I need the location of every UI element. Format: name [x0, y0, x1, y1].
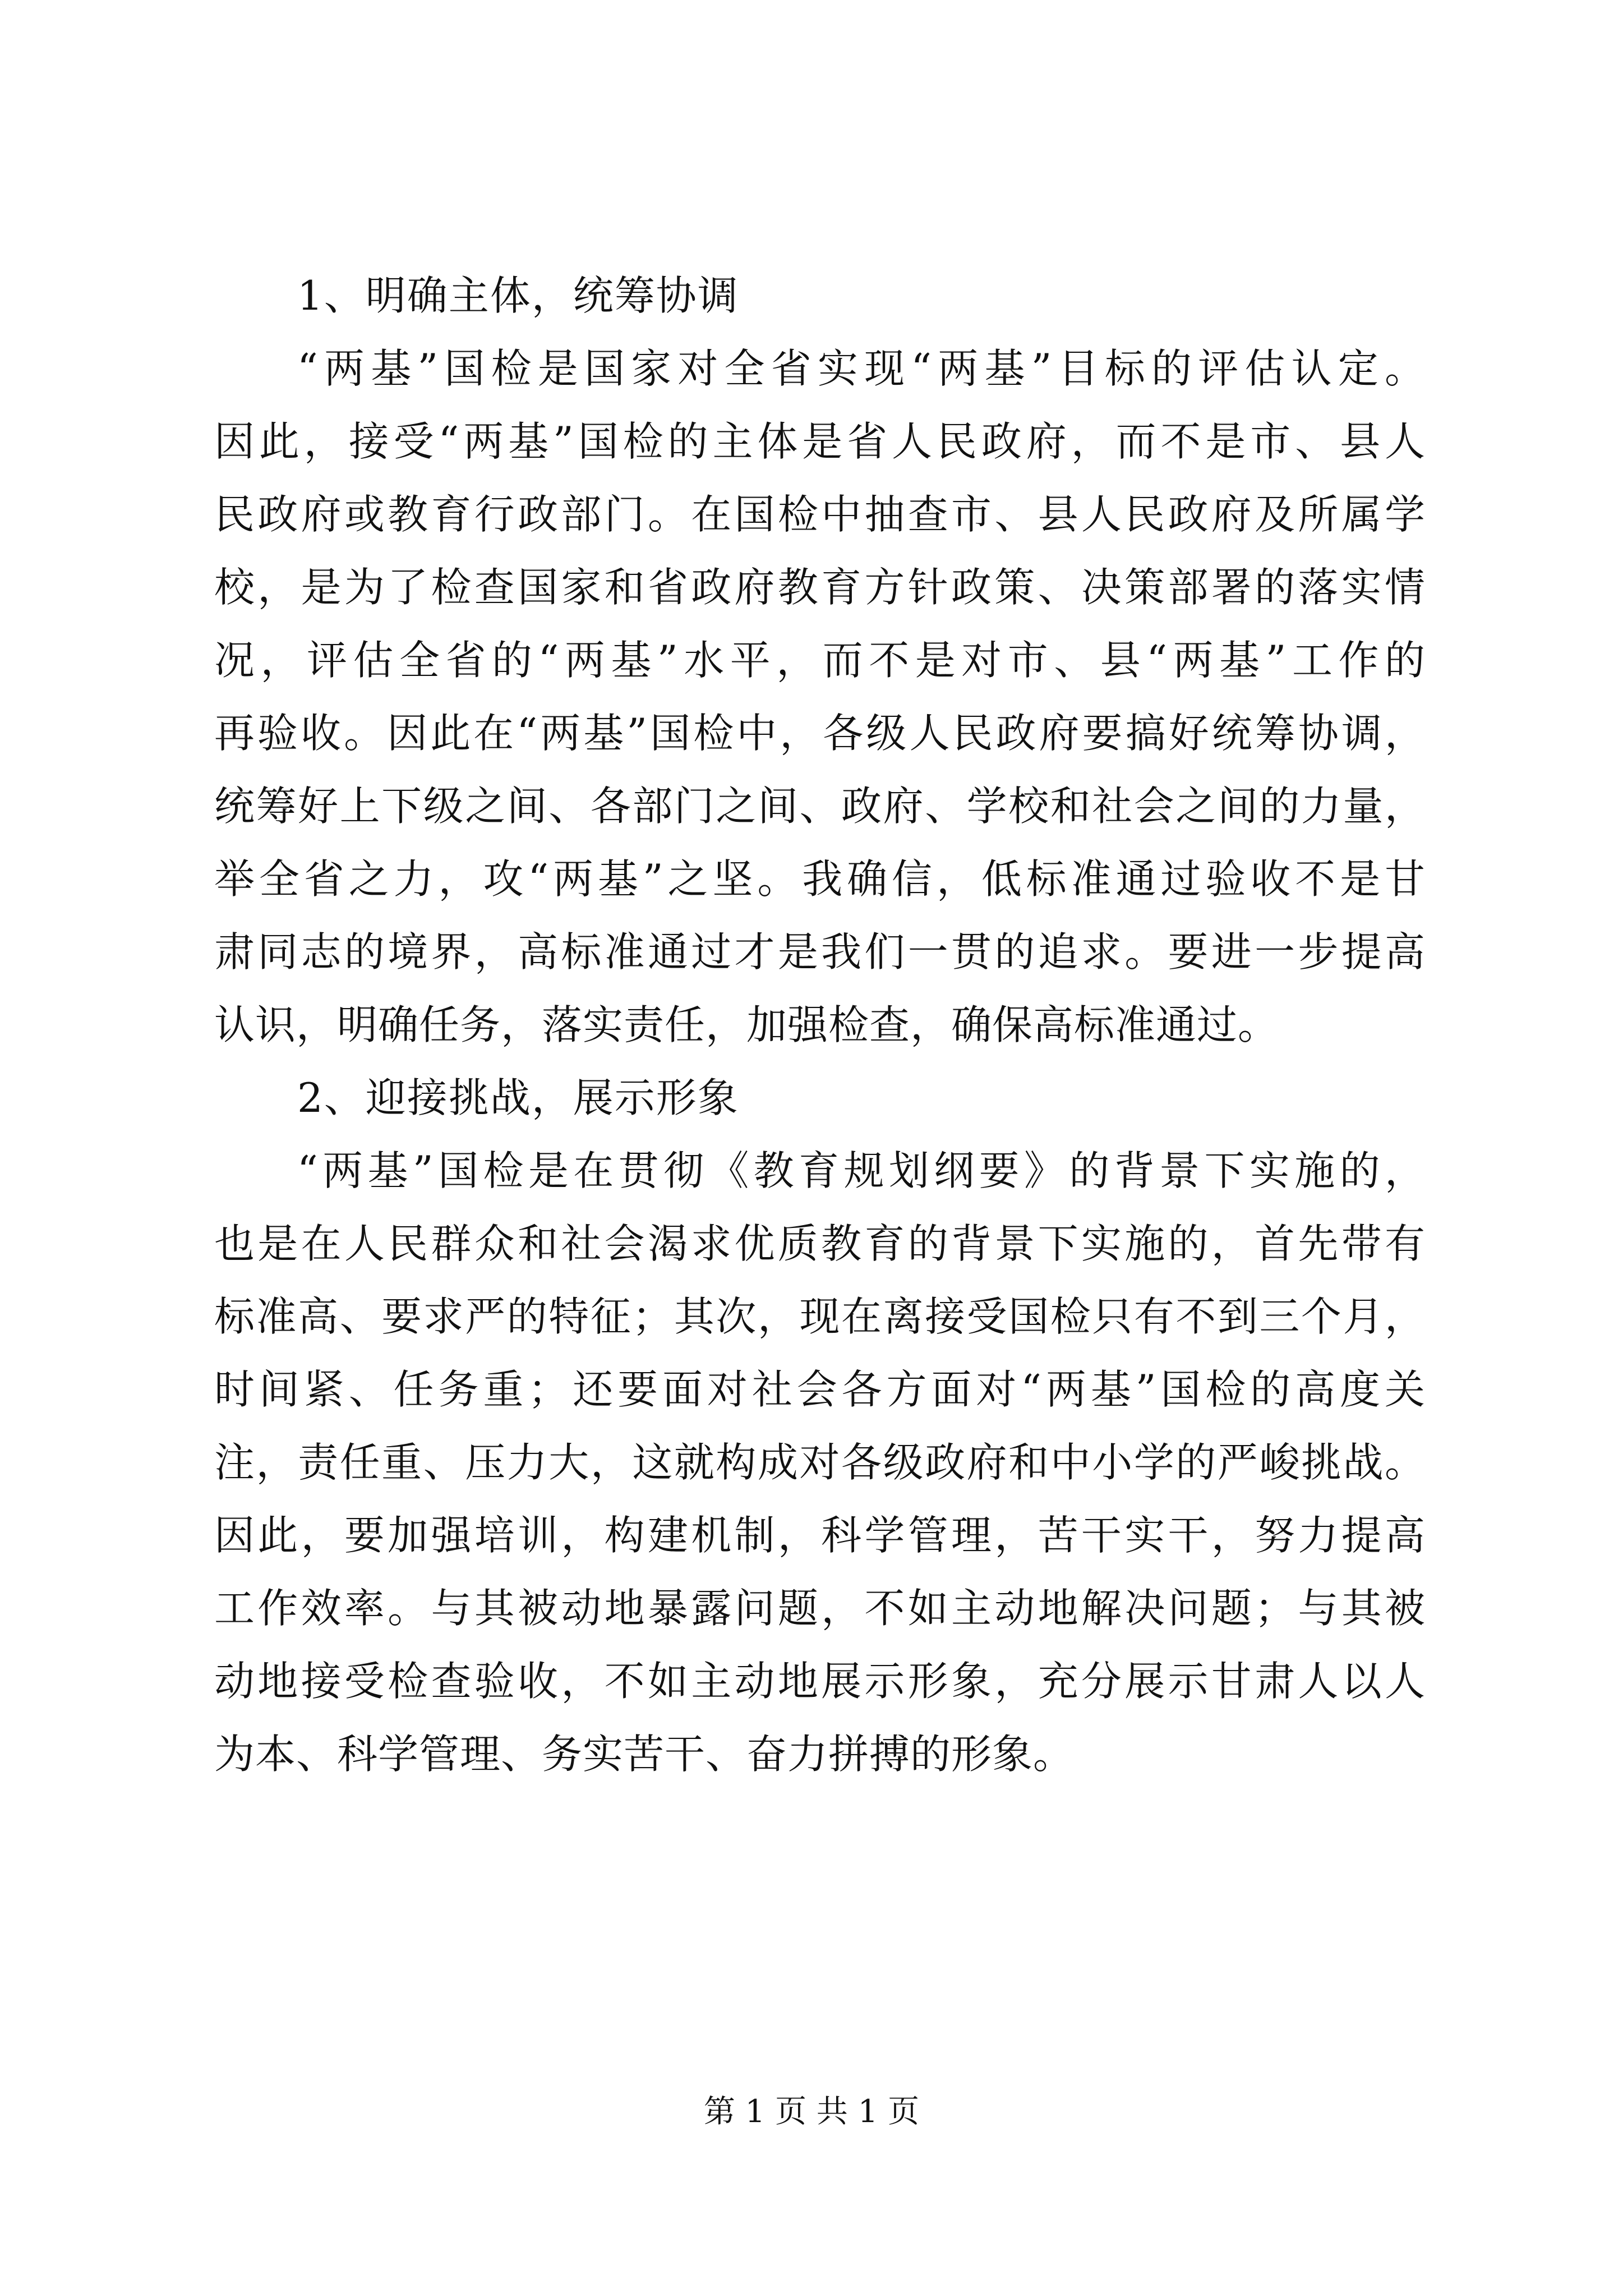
- paragraph-line: 举全省之力，攻“两基”之坚。我确信，低标准通过验收不是甘: [214, 855, 1426, 903]
- section-heading: 1、明确主体，统筹协调: [297, 272, 739, 319]
- section-paragraph: [214, 1134, 1426, 1791]
- paragraph-line: 标准高、要求严的特征；其次，现在离接受国检只有不到三个月，: [214, 1293, 1426, 1340]
- paragraph-line: 校，是为了检查国家和省政府教育方针政策、决策部署的落实情: [214, 564, 1426, 611]
- paragraph-line: 民政府或教育行政部门。在国检中抽查市、县人民政府及所属学: [214, 491, 1426, 538]
- paragraph-line: 为本、科学管理、务实苦干、奋力拼搏的形象。: [214, 1731, 1075, 1778]
- paragraph-line: 时间紧、任务重；还要面对社会各方面对“两基”国检的高度关: [214, 1366, 1426, 1413]
- paragraph-line: 统筹好上下级之间、各部门之间、政府、学校和社会之间的力量，: [214, 783, 1426, 830]
- paragraph-line: 注，责任重、压力大，这就构成对各级政府和中小学的严峻挑战。: [214, 1439, 1426, 1486]
- paragraph-line: 因此，要加强培训，构建机制，科学管理，苦干实干，努力提高: [214, 1512, 1426, 1559]
- paragraph-line: 况，评估全省的“两基”水平，而不是对市、县“两基”工作的: [214, 637, 1426, 684]
- document-body: [214, 259, 1426, 1791]
- section-paragraph: [214, 332, 1426, 1061]
- paragraph-line: 因此，接受“两基”国检的主体是省人民政府，而不是市、县人: [214, 418, 1426, 465]
- paragraph-line: 再验收。因此在“两基”国检中，各级人民政府要搞好统筹协调，: [214, 710, 1426, 757]
- paragraph-line: “两基”国检是在贯彻《教育规划纲要》的背景下实施的，: [297, 1147, 1426, 1194]
- paragraph-line: 认识，明确任务，落实责任，加强检查，确保高标准通过。: [214, 1001, 1279, 1048]
- paragraph-line: 肃同志的境界，高标准通过才是我们一贯的追求。要进一步提高: [214, 928, 1426, 976]
- page-number-footer: 第 1 页 共 1 页: [703, 2093, 920, 2130]
- section-heading: 2、迎接挑战，展示形象: [297, 1074, 739, 1121]
- paragraph-line: 工作效率。与其被动地暴露问题，不如主动地解决问题；与其被: [214, 1585, 1426, 1632]
- paragraph-line: “两基”国检是国家对全省实现“两基”目标的评估认定。: [297, 345, 1426, 392]
- paragraph-line: 也是在人民群众和社会渴求优质教育的背景下实施的，首先带有: [214, 1220, 1426, 1267]
- paragraph-line: 动地接受检查验收，不如主动地展示形象，充分展示甘肃人以人: [214, 1658, 1426, 1705]
